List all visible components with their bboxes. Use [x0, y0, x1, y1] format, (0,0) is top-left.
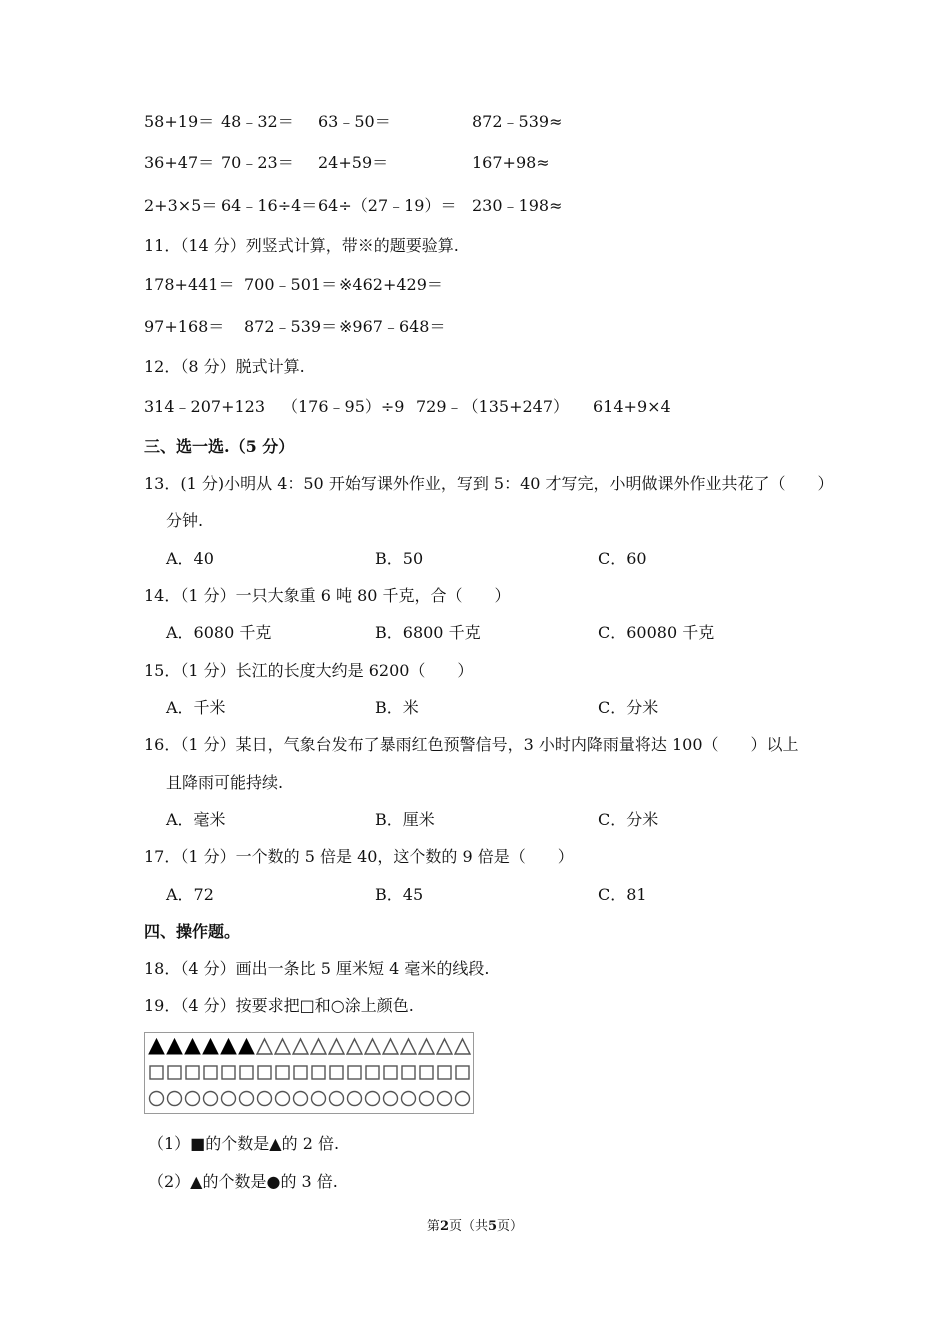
hollow-circle-icon — [222, 1092, 236, 1106]
q16-option-c: C．分米 — [598, 810, 659, 829]
q19-sub-2: （2）▲的个数是●的 3 倍. — [148, 1172, 338, 1191]
hollow-circle-icon — [204, 1092, 218, 1106]
q12-item-2: （176﹣95）÷9 — [282, 397, 405, 416]
q13-option-b: B．50 — [375, 549, 424, 568]
q11-item-1: 178+441＝ — [144, 275, 235, 294]
section-3-heading: 三、选一选.（5 分） — [144, 437, 295, 456]
q12-item-3: 729﹣（135+247） — [416, 397, 570, 416]
question-16: 16．（1 分）某日，气象台发布了暴雨红色预警信号，3 小时内降雨量将达 100（ ）以上 — [144, 735, 799, 754]
hollow-square-icon — [150, 1066, 163, 1079]
hollow-triangle-icon — [275, 1039, 290, 1054]
page-footer — [0, 1215, 950, 1234]
footer-middle: 页（共 — [448, 1219, 488, 1234]
hollow-circle-icon — [348, 1092, 362, 1106]
question-11: 11．（14 分）列竖式计算，带※的题要验算. — [144, 236, 459, 255]
filled-triangle-icon — [239, 1039, 254, 1054]
arith-2-2: 70﹣23＝ — [221, 153, 294, 172]
shapes-figure — [144, 1032, 474, 1114]
arith-1-2: 48﹣32＝ — [221, 112, 294, 131]
hollow-square-icon — [348, 1066, 361, 1079]
hollow-square-icon — [204, 1066, 217, 1079]
q12-item-4: 614+9×4 — [593, 397, 671, 416]
q14-option-b: B．6800 千克 — [375, 623, 481, 642]
hollow-circle-icon — [276, 1092, 290, 1106]
question-16-cont: 且降雨可能持续. — [166, 773, 284, 792]
q15-option-a: A．千米 — [166, 698, 226, 717]
arith-1-1: 58+19＝ — [144, 112, 215, 131]
hollow-circle-icon — [438, 1092, 452, 1106]
hollow-circle-icon — [186, 1092, 200, 1106]
hollow-square-icon — [276, 1066, 289, 1079]
arith-1-3: 63﹣50＝ — [318, 112, 391, 131]
arith-2-3: 24+59＝ — [318, 153, 389, 172]
q17-option-a: A．72 — [166, 885, 214, 904]
circle-row — [147, 1087, 473, 1111]
q19-sub-1: （1）■的个数是▲的 2 倍. — [148, 1134, 340, 1153]
q12-item-1: 314﹣207+123 — [144, 397, 266, 416]
hollow-circle-icon — [150, 1092, 164, 1106]
footer-suffix: 页） — [497, 1219, 524, 1234]
arith-2-1: 36+47＝ — [144, 153, 215, 172]
q14-option-a: A．6080 千克 — [166, 623, 272, 642]
hollow-circle-icon — [384, 1092, 398, 1106]
hollow-triangle-icon — [329, 1039, 344, 1054]
section-4-heading: 四、操作题。 — [144, 922, 241, 941]
filled-triangle-icon — [149, 1039, 164, 1054]
q16-option-b: B．厘米 — [375, 810, 435, 829]
q15-option-b: B．米 — [375, 698, 419, 717]
hollow-triangle-icon — [293, 1039, 308, 1054]
question-19: 19．（4 分）按要求把□和○涂上颜色. — [144, 996, 414, 1015]
hollow-triangle-icon — [365, 1039, 380, 1054]
arith-1-4: 872﹣539≈ — [472, 112, 563, 131]
question-13: 13．(1 分)小明从 4：50 开始写课外作业，写到 5：40 才写完，小明做课外作业共花了（ ） — [144, 474, 834, 493]
question-12: 12．（8 分）脱式计算. — [144, 357, 305, 376]
hollow-square-icon — [456, 1066, 469, 1079]
hollow-circle-icon — [402, 1092, 416, 1106]
hollow-circle-icon — [168, 1092, 182, 1106]
hollow-circle-icon — [366, 1092, 380, 1106]
question-17: 17．（1 分）一个数的 5 倍是 40，这个数的 9 倍是（ ） — [144, 847, 574, 866]
hollow-square-icon — [312, 1066, 325, 1079]
hollow-square-icon — [438, 1066, 451, 1079]
arith-3-3: 64÷（27﹣19）＝ — [318, 196, 457, 215]
footer-total-pages: 5 — [488, 1219, 498, 1234]
hollow-circle-icon — [456, 1092, 470, 1106]
hollow-circle-icon — [330, 1092, 344, 1106]
hollow-square-icon — [402, 1066, 415, 1079]
hollow-triangle-icon — [437, 1039, 452, 1054]
hollow-square-icon — [258, 1066, 271, 1079]
hollow-square-icon — [384, 1066, 397, 1079]
q11-item-5: 872﹣539＝ — [244, 317, 338, 336]
filled-triangle-icon — [167, 1039, 182, 1054]
hollow-square-icon — [366, 1066, 379, 1079]
footer-prefix: 第 — [426, 1219, 440, 1234]
hollow-circle-icon — [294, 1092, 308, 1106]
hollow-circle-icon — [312, 1092, 326, 1106]
question-15: 15．（1 分）长江的长度大约是 6200（ ） — [144, 661, 474, 680]
hollow-square-icon — [294, 1066, 307, 1079]
arith-3-4: 230﹣198≈ — [472, 196, 563, 215]
hollow-circle-icon — [258, 1092, 272, 1106]
question-18: 18．（4 分）画出一条比 5 厘米短 4 毫米的线段. — [144, 959, 490, 978]
hollow-triangle-icon — [419, 1039, 434, 1054]
footer-page-number: 2 — [439, 1219, 449, 1234]
q16-option-a: A．毫米 — [166, 810, 226, 829]
hollow-triangle-icon — [455, 1039, 470, 1054]
hollow-triangle-icon — [257, 1039, 272, 1054]
square-row — [147, 1061, 473, 1085]
hollow-square-icon — [420, 1066, 433, 1079]
arith-3-2: 64﹣16÷4＝ — [221, 196, 318, 215]
hollow-triangle-icon — [347, 1039, 362, 1054]
filled-triangle-icon — [203, 1039, 218, 1054]
hollow-triangle-icon — [383, 1039, 398, 1054]
q15-option-c: C．分米 — [598, 698, 659, 717]
question-13-cont: 分钟. — [166, 511, 204, 530]
q11-item-4: 97+168＝ — [144, 317, 225, 336]
arith-2-4: 167+98≈ — [472, 153, 550, 172]
q17-option-b: B．45 — [375, 885, 424, 904]
hollow-square-icon — [186, 1066, 199, 1079]
arith-3-1: 2+3×5＝ — [144, 196, 218, 215]
hollow-square-icon — [168, 1066, 181, 1079]
hollow-square-icon — [222, 1066, 235, 1079]
q11-item-6: ※967﹣648＝ — [339, 317, 446, 336]
hollow-square-icon — [240, 1066, 253, 1079]
hollow-triangle-icon — [401, 1039, 416, 1054]
hollow-square-icon — [330, 1066, 343, 1079]
question-14: 14．（1 分）一只大象重 6 吨 80 千克，合（ ） — [144, 586, 511, 605]
filled-triangle-icon — [185, 1039, 200, 1054]
triangle-row — [147, 1035, 473, 1059]
filled-triangle-icon — [221, 1039, 236, 1054]
hollow-triangle-icon — [311, 1039, 326, 1054]
q14-option-c: C．60080 千克 — [598, 623, 715, 642]
q11-item-3: ※462+429＝ — [339, 275, 443, 294]
q13-option-a: A．40 — [166, 549, 214, 568]
hollow-circle-icon — [240, 1092, 254, 1106]
q11-item-2: 700﹣501＝ — [244, 275, 338, 294]
hollow-circle-icon — [420, 1092, 434, 1106]
q17-option-c: C．81 — [598, 885, 647, 904]
q13-option-c: C．60 — [598, 549, 647, 568]
